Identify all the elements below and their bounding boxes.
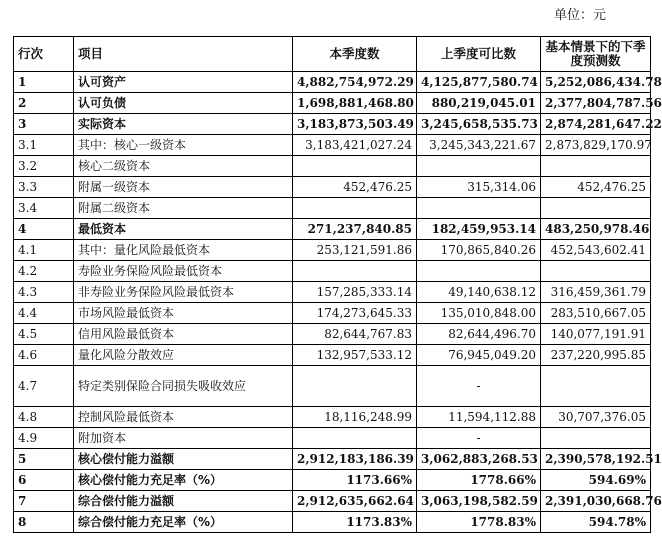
- row-current-cell: 18,116,248.99: [293, 407, 417, 428]
- row-previous-cell: 82,644,496.70: [417, 324, 541, 345]
- row-previous-cell: 315,314.06: [417, 177, 541, 198]
- row-item-cell: 寿险业务保险风险最低资本: [74, 261, 293, 282]
- row-item-cell: 认可负债: [74, 93, 293, 114]
- row-forecast-cell: 5,252,086,434.78: [541, 72, 651, 93]
- table-row: [14, 93, 651, 114]
- header-previous: 上季度可比数: [417, 37, 541, 72]
- table-row: [14, 177, 651, 198]
- row-current-cell: 2,912,183,186.39: [293, 449, 417, 470]
- row-item-cell: 核心偿付能力溢额: [74, 449, 293, 470]
- table-row: [14, 198, 651, 219]
- row-index-cell: 7: [14, 491, 74, 512]
- row-forecast-cell: 2,873,829,170.97: [541, 135, 651, 156]
- row-forecast-cell: 594.69%: [541, 470, 651, 491]
- row-current-cell: 82,644,767.83: [293, 324, 417, 345]
- row-previous-cell: 4,125,877,580.74: [417, 72, 541, 93]
- table-row: [14, 114, 651, 135]
- row-item-cell: 最低资本: [74, 219, 293, 240]
- row-previous-cell: 1778.66%: [417, 470, 541, 491]
- row-forecast-cell: 2,390,578,192.51: [541, 449, 651, 470]
- row-current-cell: 271,237,840.85: [293, 219, 417, 240]
- header-idx: 行次: [14, 37, 74, 72]
- row-previous-cell: 3,245,343,221.67: [417, 135, 541, 156]
- table-row: [14, 240, 651, 261]
- row-previous-cell: [417, 198, 541, 219]
- table-row: [14, 470, 651, 491]
- row-forecast-cell: 283,510,667.05: [541, 303, 651, 324]
- table-row: [14, 428, 651, 449]
- row-index-cell: 3.3: [14, 177, 74, 198]
- row-previous-cell: 1778.83%: [417, 512, 541, 533]
- row-current-cell: [293, 198, 417, 219]
- row-item-cell: 综合偿付能力充足率（%）: [74, 512, 293, 533]
- table-header-row: [14, 37, 651, 72]
- row-index-cell: 4.1: [14, 240, 74, 261]
- header-item: 项目: [74, 37, 293, 72]
- row-index-cell: 3.4: [14, 198, 74, 219]
- row-previous-cell: 11,594,112.88: [417, 407, 541, 428]
- row-current-cell: 4,882,754,972.29: [293, 72, 417, 93]
- unit-label: 单位：元: [553, 8, 606, 23]
- row-forecast-cell: 30,707,376.05: [541, 407, 651, 428]
- row-current-cell: 253,121,591.86: [293, 240, 417, 261]
- row-forecast-cell: 2,391,030,668.76: [541, 491, 651, 512]
- row-previous-cell: [417, 156, 541, 177]
- row-index-cell: 4.7: [14, 366, 74, 407]
- row-previous-cell: 49,140,638.12: [417, 282, 541, 303]
- row-forecast-cell: 2,377,804,787.56: [541, 93, 651, 114]
- row-index-cell: 2: [14, 93, 74, 114]
- row-item-cell: 其中：量化风险最低资本: [74, 240, 293, 261]
- table-row: [14, 407, 651, 428]
- table-row: [14, 282, 651, 303]
- row-forecast-cell: 594.78%: [541, 512, 651, 533]
- table-row: [14, 449, 651, 470]
- row-index-cell: 3.1: [14, 135, 74, 156]
- row-index-cell: 4.8: [14, 407, 74, 428]
- table-row: [14, 512, 651, 533]
- row-forecast-cell: [541, 198, 651, 219]
- row-current-cell: [293, 428, 417, 449]
- row-forecast-cell: [541, 366, 651, 407]
- table-row: [14, 303, 651, 324]
- row-previous-cell: -: [417, 366, 541, 407]
- row-forecast-cell: [541, 428, 651, 449]
- row-index-cell: 4: [14, 219, 74, 240]
- row-forecast-cell: 483,250,978.46: [541, 219, 651, 240]
- row-current-cell: 132,957,533.12: [293, 345, 417, 366]
- row-forecast-cell: 452,476.25: [541, 177, 651, 198]
- row-index-cell: 4.6: [14, 345, 74, 366]
- solvency-table: [13, 36, 662, 533]
- row-forecast-cell: [541, 156, 651, 177]
- table-row: [14, 345, 651, 366]
- row-item-cell: 控制风险最低资本: [74, 407, 293, 428]
- row-previous-cell: -: [417, 428, 541, 449]
- header-forecast: 基本情景下的下季度预测数: [541, 37, 651, 72]
- row-forecast-cell: 140,077,191.91: [541, 324, 651, 345]
- row-current-cell: 174,273,645.33: [293, 303, 417, 324]
- row-forecast-cell: 2,874,281,647.22: [541, 114, 651, 135]
- row-previous-cell: [417, 261, 541, 282]
- row-current-cell: 1173.66%: [293, 470, 417, 491]
- row-previous-cell: 135,010,848.00: [417, 303, 541, 324]
- row-current-cell: 1,698,881,468.80: [293, 93, 417, 114]
- row-item-cell: 非寿险业务保险风险最低资本: [74, 282, 293, 303]
- table-body: [14, 72, 662, 533]
- row-item-cell: 附加资本: [74, 428, 293, 449]
- row-forecast-cell: 452,543,602.41: [541, 240, 651, 261]
- row-previous-cell: 3,245,658,535.73: [417, 114, 541, 135]
- row-item-cell: 综合偿付能力溢额: [74, 491, 293, 512]
- row-forecast-cell: 316,459,361.79: [541, 282, 651, 303]
- table-row: [14, 324, 651, 345]
- row-item-cell: 附属一级资本: [74, 177, 293, 198]
- row-previous-cell: 3,062,883,268.53: [417, 449, 541, 470]
- row-previous-cell: 170,865,840.26: [417, 240, 541, 261]
- row-index-cell: 4.3: [14, 282, 74, 303]
- row-item-cell: 认可资产: [74, 72, 293, 93]
- row-item-cell: 特定类别保险合同损失吸收效应: [74, 366, 293, 407]
- row-current-cell: 3,183,873,503.49: [293, 114, 417, 135]
- table-row: [14, 366, 651, 407]
- table-row: [14, 261, 651, 282]
- row-current-cell: 157,285,333.14: [293, 282, 417, 303]
- row-forecast-cell: 237,220,995.85: [541, 345, 651, 366]
- row-previous-cell: 3,063,198,582.59: [417, 491, 541, 512]
- row-item-cell: 信用风险最低资本: [74, 324, 293, 345]
- row-index-cell: 4.5: [14, 324, 74, 345]
- row-index-cell: 3: [14, 114, 74, 135]
- row-item-cell: 实际资本: [74, 114, 293, 135]
- row-current-cell: 452,476.25: [293, 177, 417, 198]
- row-item-cell: 量化风险分散效应: [74, 345, 293, 366]
- header-current: 本季度数: [293, 37, 417, 72]
- table-row: [14, 72, 651, 93]
- row-current-cell: [293, 156, 417, 177]
- row-current-cell: [293, 366, 417, 407]
- row-previous-cell: 880,219,045.01: [417, 93, 541, 114]
- row-index-cell: 8: [14, 512, 74, 533]
- row-index-cell: 5: [14, 449, 74, 470]
- row-index-cell: 6: [14, 470, 74, 491]
- row-current-cell: [293, 261, 417, 282]
- table-row: [14, 156, 651, 177]
- row-current-cell: 2,912,635,662.64: [293, 491, 417, 512]
- row-item-cell: 核心二级资本: [74, 156, 293, 177]
- row-index-cell: 3.2: [14, 156, 74, 177]
- row-current-cell: 3,183,421,027.24: [293, 135, 417, 156]
- row-item-cell: 核心偿付能力充足率（%）: [74, 470, 293, 491]
- table-row: [14, 491, 651, 512]
- row-item-cell: 市场风险最低资本: [74, 303, 293, 324]
- row-index-cell: 4.2: [14, 261, 74, 282]
- row-current-cell: 1173.83%: [293, 512, 417, 533]
- table-row: [14, 135, 651, 156]
- row-item-cell: 附属二级资本: [74, 198, 293, 219]
- row-previous-cell: 76,945,049.20: [417, 345, 541, 366]
- table-row: [14, 219, 651, 240]
- row-index-cell: 4.9: [14, 428, 74, 449]
- row-item-cell: 其中：核心一级资本: [74, 135, 293, 156]
- row-index-cell: 1: [14, 72, 74, 93]
- row-forecast-cell: [541, 261, 651, 282]
- row-previous-cell: 182,459,953.14: [417, 219, 541, 240]
- row-index-cell: 4.4: [14, 303, 74, 324]
